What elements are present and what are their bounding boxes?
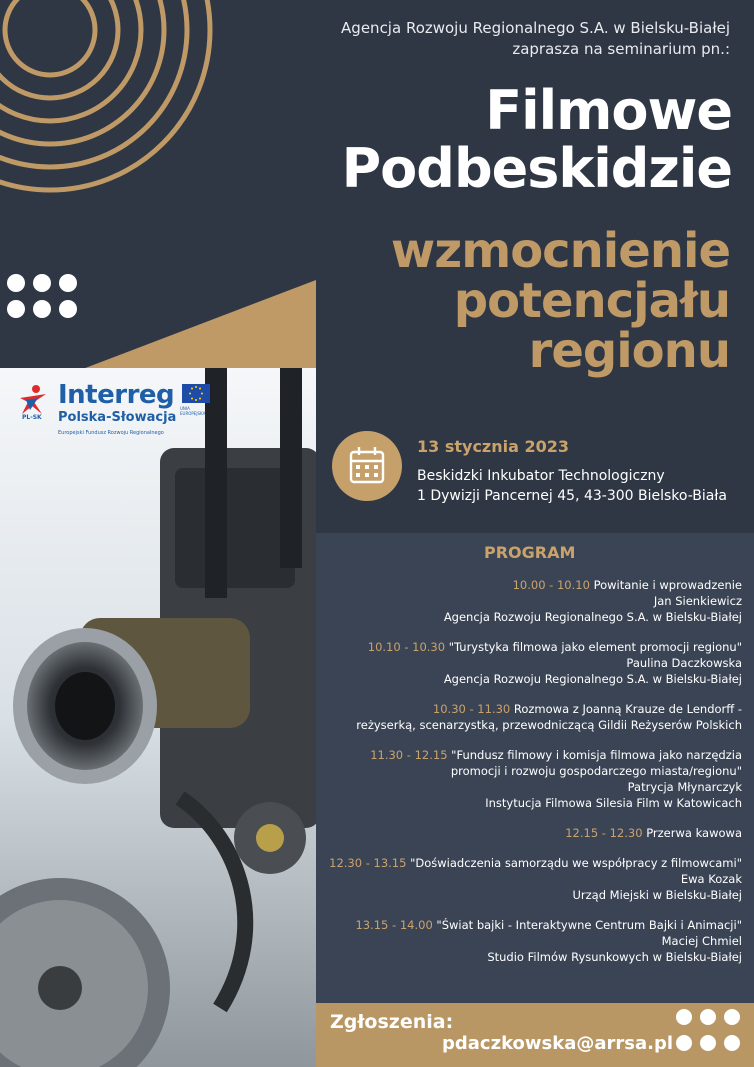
decorative-triangle — [0, 280, 316, 370]
agenda-time: 12.30 - 13.15 — [329, 856, 407, 870]
agenda-text: Studio Filmów Rysunkowych w Bielsku-Białej — [487, 950, 742, 964]
program-title: PROGRAM — [484, 543, 576, 562]
agenda-item — [312, 701, 742, 733]
agenda-detail — [312, 887, 742, 903]
registration-email[interactable]: pdaczkowska@arrsa.pl — [442, 1033, 674, 1054]
agenda-topic — [312, 577, 742, 593]
agenda-item — [312, 855, 742, 903]
agenda-item — [312, 917, 742, 965]
registration-bar — [316, 1003, 754, 1067]
event-venue: Beskidzki Inkubator Technologiczny — [417, 468, 665, 484]
decorative-dots — [676, 1009, 740, 1051]
film-projector-photo — [0, 368, 316, 1067]
agenda-time: 12.15 - 12.30 — [565, 826, 643, 840]
interreg-fund: Europejski Fundusz Rozwoju Regionalnego — [58, 430, 164, 436]
agenda-text: Powitanie i wprowadzenie — [593, 578, 742, 592]
agenda-detail — [312, 593, 742, 609]
agenda-detail — [312, 717, 742, 733]
interreg-logo — [14, 380, 214, 450]
registration-label: Zgłoszenia: — [330, 1011, 454, 1033]
agenda-list — [312, 577, 742, 979]
agenda-text: "Świat bajki - Interaktywne Centrum Bajki i Animacji" — [436, 918, 742, 932]
agenda-text: Urząd Miejski w Bielsku-Białej — [572, 888, 742, 902]
plsk-label: PL-SK — [22, 414, 42, 421]
agenda-text: Paulina Daczkowska — [626, 656, 742, 670]
agenda-detail — [312, 795, 742, 811]
poster-subtitle — [390, 223, 730, 379]
agenda-detail — [312, 871, 742, 887]
agenda-text: Patrycja Młynarczyk — [627, 780, 742, 794]
agenda-text: reżyserką, scenarzystką, przewodniczącą Gildii Reżyserów Polskich — [356, 718, 742, 732]
agenda-detail — [312, 609, 742, 625]
agenda-text: Przerwa kawowa — [646, 826, 742, 840]
agenda-detail — [312, 655, 742, 671]
agenda-detail — [312, 933, 742, 949]
event-address: 1 Dywizji Pancernej 45, 43-300 Bielsko-Biała — [417, 488, 727, 504]
calendar-icon — [332, 431, 402, 501]
agenda-time: 10.30 - 11.30 — [432, 702, 511, 716]
subtitle-line: wzmocnienie — [390, 223, 730, 279]
agenda-topic — [312, 701, 742, 717]
agenda-text: Maciej Chmiel — [661, 934, 742, 948]
agenda-topic — [312, 917, 742, 933]
subtitle-line: regionu — [528, 323, 730, 379]
agenda-text: "Turystyka filmowa jako element promocji regionu" — [448, 640, 742, 654]
interreg-figure-icon — [16, 384, 50, 416]
title-line: Podbeskidzie — [341, 137, 732, 200]
agenda-item — [312, 639, 742, 687]
decorative-rings — [0, 0, 230, 210]
agenda-text: "Fundusz filmowy i komisja filmowa jako narzędzia — [451, 748, 742, 762]
agenda-item — [312, 825, 742, 841]
agenda-text: Jan Sienkiewicz — [653, 594, 742, 608]
agenda-topic — [312, 825, 742, 841]
event-place — [417, 466, 727, 506]
agenda-time: 11.30 - 12.15 — [370, 748, 448, 762]
organizer-line: Agencja Rozwoju Regionalnego S.A. w Bielsku-Białej — [341, 19, 730, 37]
agenda-time: 13.15 - 14.00 — [355, 918, 433, 932]
agenda-item — [312, 577, 742, 625]
agenda-detail — [312, 779, 742, 795]
subtitle-line: potencjału — [453, 273, 730, 329]
eu-label: UNIA EUROPEJSKA — [180, 406, 206, 416]
agenda-topic — [312, 747, 742, 763]
agenda-text: Rozmowa z Joanną Krauze de Lendorff - — [513, 702, 742, 716]
agenda-detail — [312, 949, 742, 965]
event-date: 13 stycznia 2023 — [417, 437, 570, 456]
title-line: Filmowe — [485, 79, 732, 142]
poster-title — [341, 79, 732, 200]
projector-illustration — [0, 368, 316, 1067]
agenda-text: Agencja Rozwoju Regionalnego S.A. w Bielsku-Białej — [443, 672, 742, 686]
agenda-text: Ewa Kozak — [680, 872, 742, 886]
agenda-text: Instytucja Filmowa Silesia Film w Katowicach — [485, 796, 742, 810]
agenda-time: 10.10 - 10.30 — [367, 640, 446, 654]
agenda-text: "Doświadczenia samorządu we współpracy z filmowcami" — [410, 856, 742, 870]
eu-flag-icon — [182, 384, 210, 403]
agenda-topic — [312, 855, 742, 871]
agenda-topic — [312, 639, 742, 655]
interreg-brand: Interreg — [58, 380, 175, 410]
agenda-detail — [312, 671, 742, 687]
interreg-country: Polska-Słowacja — [58, 410, 177, 425]
agenda-detail — [312, 763, 742, 779]
agenda-time: 10.00 - 10.10 — [512, 578, 590, 592]
agenda-text: Agencja Rozwoju Regionalnego S.A. w Bielsku-Białej — [443, 610, 742, 624]
agenda-text: promocji i rozwoju gospodarczego miasta/regionu" — [450, 764, 742, 778]
program-section — [316, 533, 754, 1003]
agenda-item — [312, 747, 742, 811]
organizer-text — [341, 18, 730, 60]
invite-line: zaprasza na seminarium pn.: — [512, 40, 730, 58]
